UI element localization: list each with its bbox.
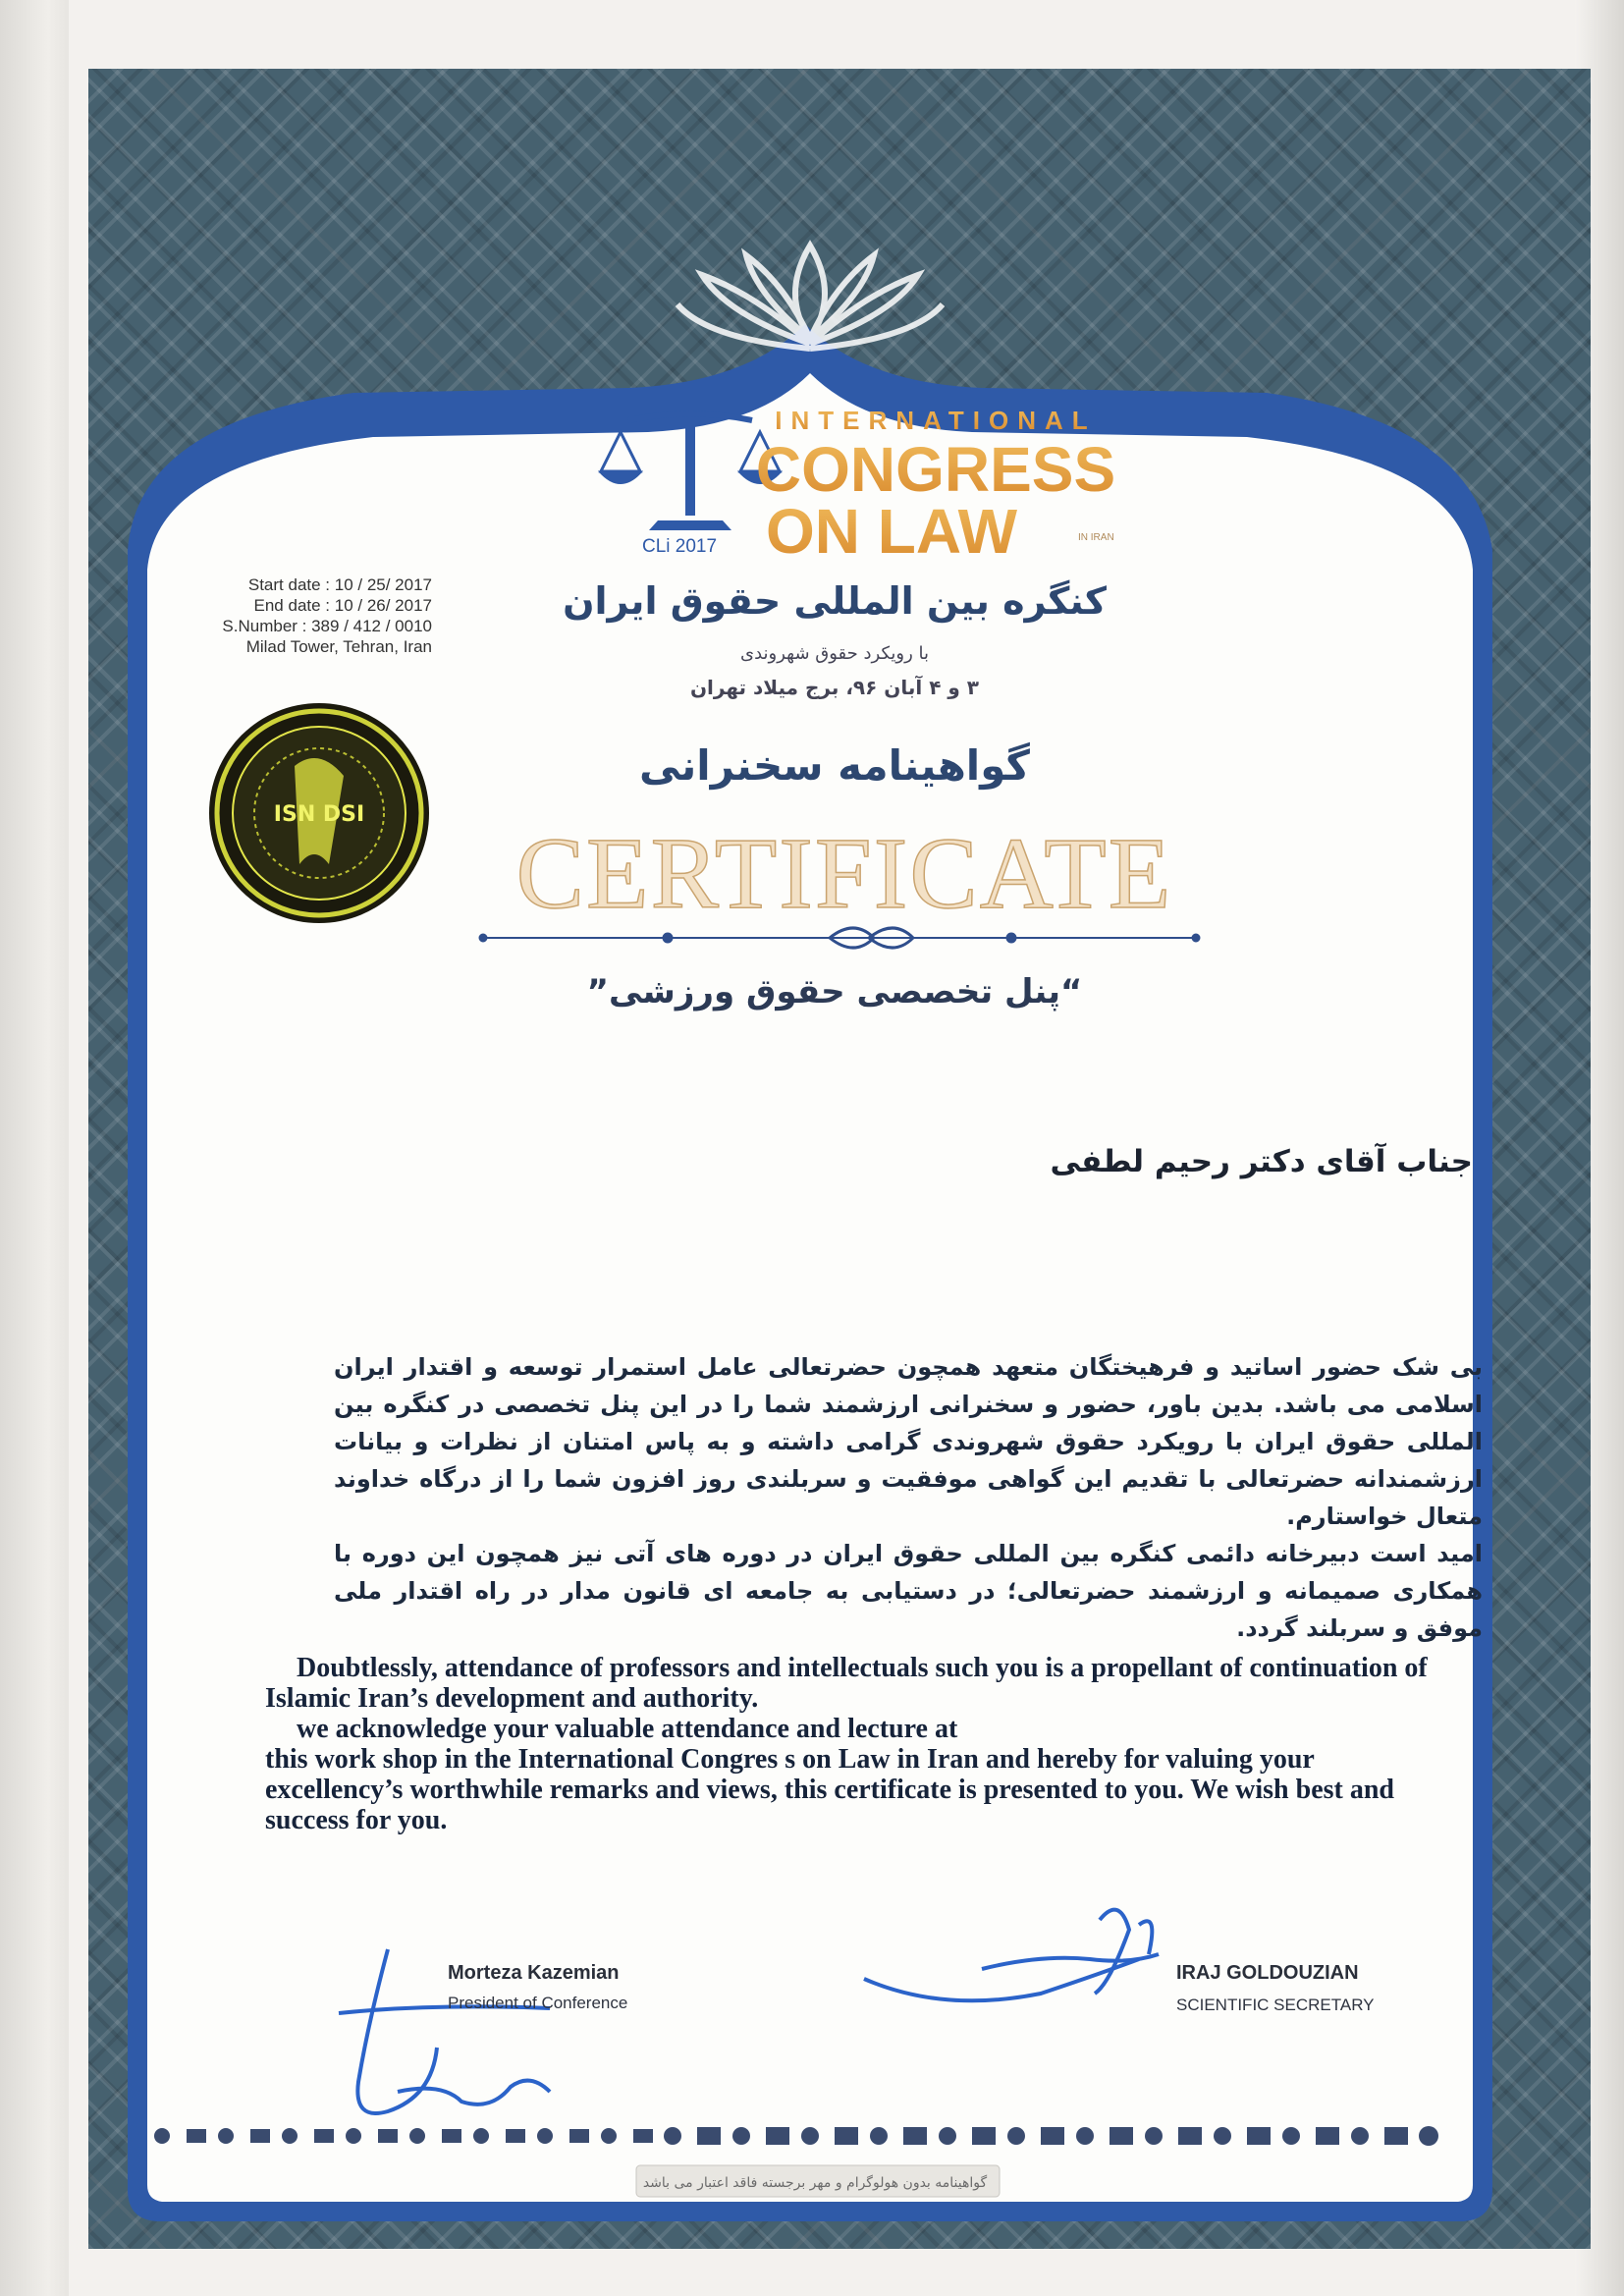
- footer-validity-note: گواهینامه بدون هولوگرام و مهر برجسته فاقد اعتبار می باشد: [642, 2175, 988, 2191]
- logo-international-text: INTERNATIONAL: [775, 406, 1097, 435]
- body-fa-paragraph-1: بی شک حضور اساتید و فرهیختگان متعهد همچون حضرتعالی عامل استمرار توسعه و اقتدار ایران اسلامی می باشد. بدین باور، حضور و سخنرانی ارزشمند شما را در این پنل تخصصی در کنگره بین المللی حقوق ایران با رویکرد حقوق شهروندی گرامی داشته و به پاس امتنان از نظرات و بیانات ارزشمندانه حضرتعالی با تقدیم این گواهی موفقیت و سربلندی روز افزون شما را از درگاه خداوند متعال خواستارم.: [334, 1353, 1483, 1530]
- event-location: Milad Tower, Tehran, Iran: [245, 637, 432, 656]
- certificate-type-fa: گواهینامه سخنرانی: [639, 741, 1030, 790]
- congress-date-place-fa: ۳ و ۴ آبان ۹۶، برج میلاد تهران: [689, 676, 980, 699]
- certificate-heading: CERTIFICATE: [515, 817, 1173, 930]
- serial-number: S.Number : 389 / 412 / 0010: [222, 617, 432, 635]
- body-en-paragraph-3: this work shop in the International Congres s on Law in Iran and hereby for valuing your excellency’s worthwhile remarks and views, this certificate is presented to you. We wish best and success for you.: [265, 1744, 1394, 1835]
- body-text-en: [265, 1653, 1458, 1835]
- panel-name-fa: “پنل تخصصی حقوق ورزشی”: [586, 972, 1083, 1011]
- right-signer-role: SCIENTIFIC SECRETARY: [1176, 1995, 1375, 2014]
- end-date: End date : 10 / 26/ 2017: [253, 596, 432, 615]
- event-meta: [137, 574, 432, 657]
- logo-code-text: CLi 2017: [641, 536, 718, 557]
- start-date: Start date : 10 / 25/ 2017: [247, 575, 432, 594]
- recipient-name: جناب آقای دکتر رحیم لطفی: [1050, 1144, 1473, 1179]
- body-fa-paragraph-2: امید است دبیرخانه دائمی کنگره بین المللی حقوق ایران در دوره های آتی نیز همچون این دوره با همکاری صمیمانه و ارزشمند حضرتعالی؛ در دستیابی به جامعه ای قانون مدار در راه اقتدار ملی موفق و سربلند گردد.: [334, 1540, 1483, 1642]
- body-text-fa: [334, 1348, 1483, 1647]
- congress-subtitle-fa: با رویکرد حقوق شهروندی: [740, 643, 929, 664]
- logo-on-law-text: ON LAW: [766, 496, 1017, 567]
- logo-in-iran-text: IN IRAN: [1078, 532, 1114, 543]
- body-en-paragraph-1: Doubtlessly, attendance of professors and intellectuals such you is a propellant of continuation of Islamic Iran’s development and authority.: [265, 1653, 1428, 1714]
- right-signer-name: IRAJ GOLDOUZIAN: [1176, 1962, 1359, 1984]
- body-en-paragraph-2: we acknowledge your valuable attendance and lecture at: [297, 1714, 958, 1744]
- lotus-icon: [677, 246, 943, 349]
- congress-title-fa: کنگره بین المللی حقوق ایران: [563, 579, 1107, 623]
- left-signer-role: President of Conference: [448, 1994, 628, 2012]
- hologram-seal: [209, 703, 429, 923]
- left-signer-name: Morteza Kazemian: [448, 1962, 620, 1984]
- logo-congress-text: CONGRESS: [755, 434, 1116, 505]
- seal-text: ISN DSI: [273, 802, 365, 827]
